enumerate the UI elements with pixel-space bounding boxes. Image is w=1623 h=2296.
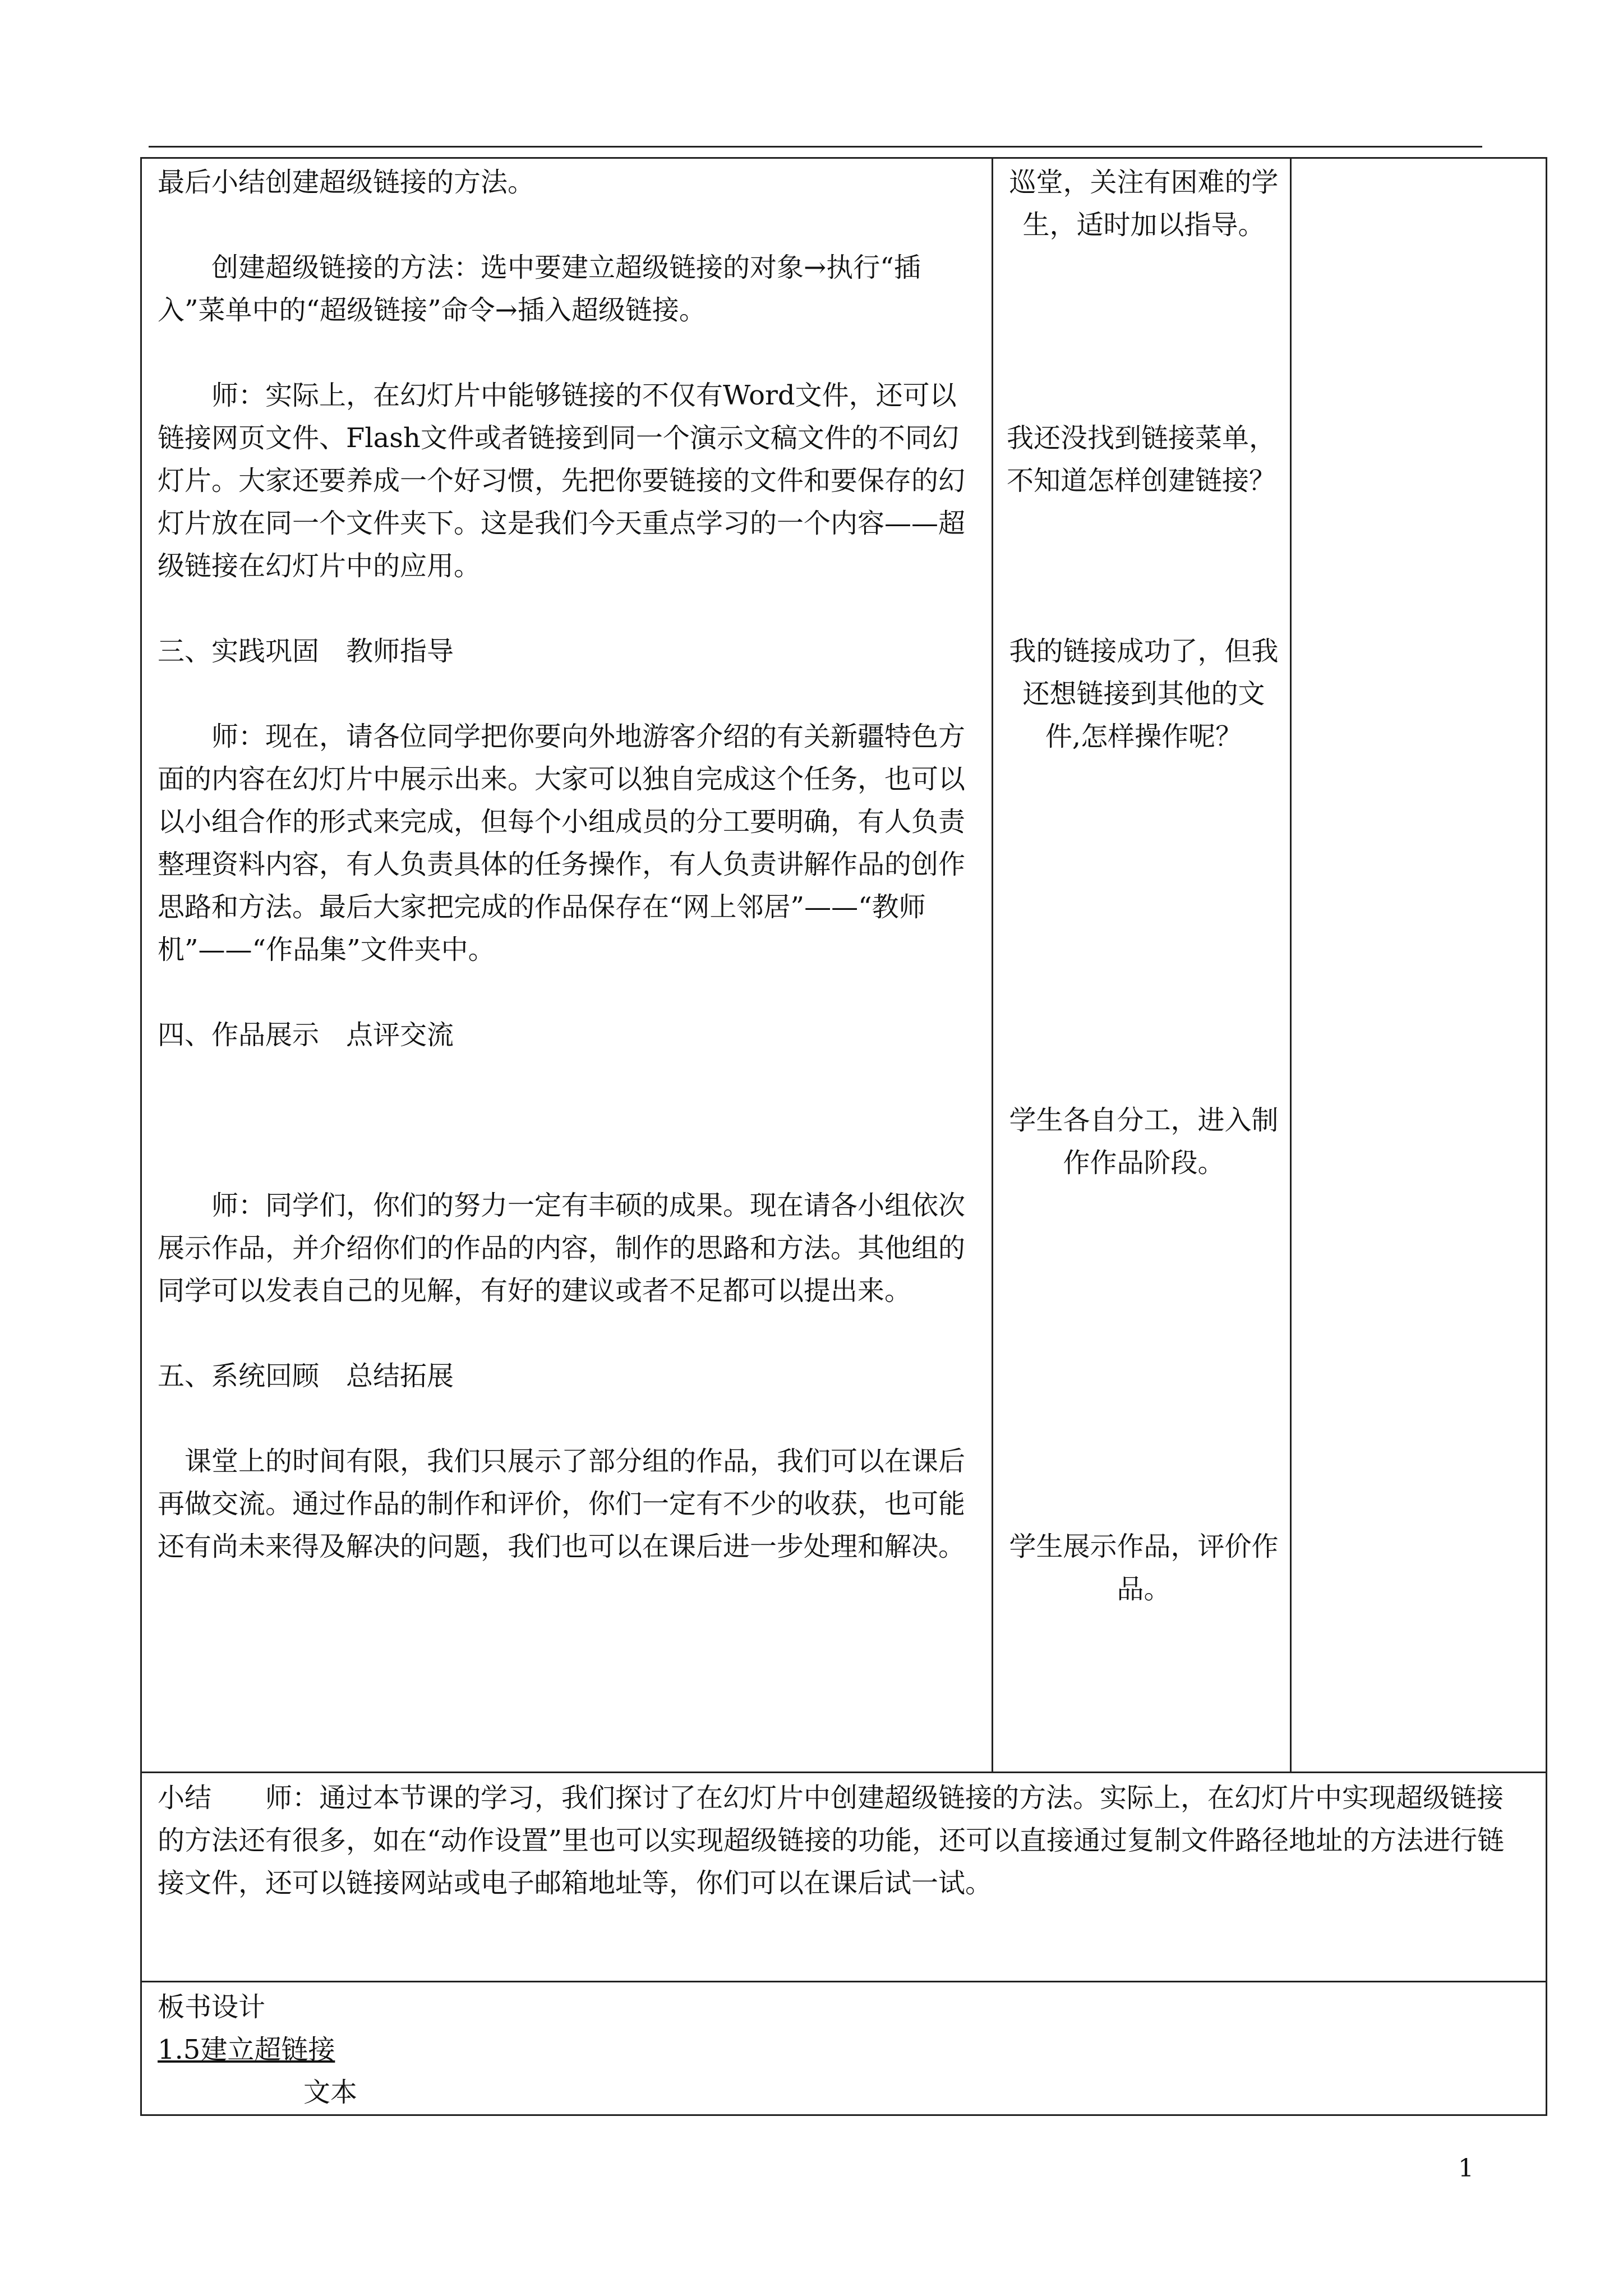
teaching-process-row xyxy=(141,158,1547,1773)
section-heading-practice: 三、实践巩固 教师指导 xyxy=(158,636,454,667)
student-note-showcase: 学生展示作品，评价作品。 xyxy=(1009,1531,1279,1605)
paragraph-intro-summary: 最后小结创建超级链接的方法。 xyxy=(158,167,535,198)
student-note-patrol: 巡堂，关注有困难的学生，适时加以指导。 xyxy=(1009,167,1279,241)
evaluation-cell xyxy=(1291,158,1547,1773)
student-note-groupwork: 学生各自分工，进入制作作品阶段。 xyxy=(1009,1105,1279,1179)
summary-cell xyxy=(141,1773,1547,1982)
student-activity-cell xyxy=(993,158,1291,1773)
paragraph-showcase: 师：同学们，你们的努力一定有丰硕的成果。现在请各小组依次展示作品，并介绍你们的作品的内容，制作的思路和方法。其他组的同学可以发表自己的见解，有好的建议或者不足都可以提出来。 xyxy=(158,1190,966,1306)
board-design-title: 1.5建立超链接 xyxy=(158,2034,335,2065)
board-design-label: 板书设计 xyxy=(158,1991,266,2023)
header-rule xyxy=(149,146,1482,148)
paragraph-review: 课堂上的时间有限，我们只展示了部分组的作品，我们可以在课后再做交流。通过作品的制作和评价，你们一定有不少的收获，也可能还有尚未来得及解决的问题，我们也可以在课后进一步处理和解决。 xyxy=(158,1446,966,1562)
teacher-activity-cell xyxy=(141,158,993,1773)
board-design-item: 文本 xyxy=(303,2077,358,2108)
lesson-plan-table xyxy=(140,157,1547,2116)
student-note-question-link: 我的链接成功了，但我还想链接到其他的文件,怎样操作呢？ xyxy=(1009,636,1279,752)
paragraph-create-link-method: 创建超级链接的方法：选中要建立超级链接的对象→执行“插入”菜单中的“超级链接”命令→插入超级链接。 xyxy=(158,252,921,326)
summary-text: 小结 师：通过本节课的学习，我们探讨了在幻灯片中创建超级链接的方法。实际上，在幻灯片中实现超级链接的方法还有很多，如在“动作设置”里也可以实现超级链接的功能，还可以直接通过复制文件路径地址的方法进行链接文件，还可以链接网站或电子邮箱地址等，你们可以在课后试一试。 xyxy=(158,1782,1505,1899)
section-heading-showcase: 四、作品展示 点评交流 xyxy=(158,1019,454,1051)
board-design-row xyxy=(141,1982,1547,2115)
section-heading-review: 五、系统回顾 总结拓展 xyxy=(158,1360,454,1392)
student-note-question-menu: 我还没找到链接菜单，不知道怎样创建链接？ xyxy=(1007,422,1276,496)
board-design-cell xyxy=(141,1982,1547,2115)
page-number: 1 xyxy=(1458,2154,1474,2183)
summary-row xyxy=(141,1773,1547,1982)
paragraph-practice-task: 师：现在，请各位同学把你要向外地游客介绍的有关新疆特色方面的内容在幻灯片中展示出来。大家可以独自完成这个任务，也可以以小组合作的形式来完成，但每个小组成员的分工要明确，有人负责整理资料内容，有人负责具体的任务操作，有人负责讲解作品的创作思路和方法。最后大家把完成的作品保存在“网上邻居”——“教师机”——“作品集”文件夹中。 xyxy=(158,721,966,965)
paragraph-teacher-explain: 师：实际上，在幻灯片中能够链接的不仅有Word文件，还可以链接网页文件、Flash文件或者链接到同一个演示文稿文件的不同幻灯片。大家还要养成一个好习惯，先把你要链接的文件和要保存的幻灯片放在同一个文件夹下。这是我们今天重点学习的一个内容——超级链接在幻灯片中的应用。 xyxy=(158,380,966,582)
